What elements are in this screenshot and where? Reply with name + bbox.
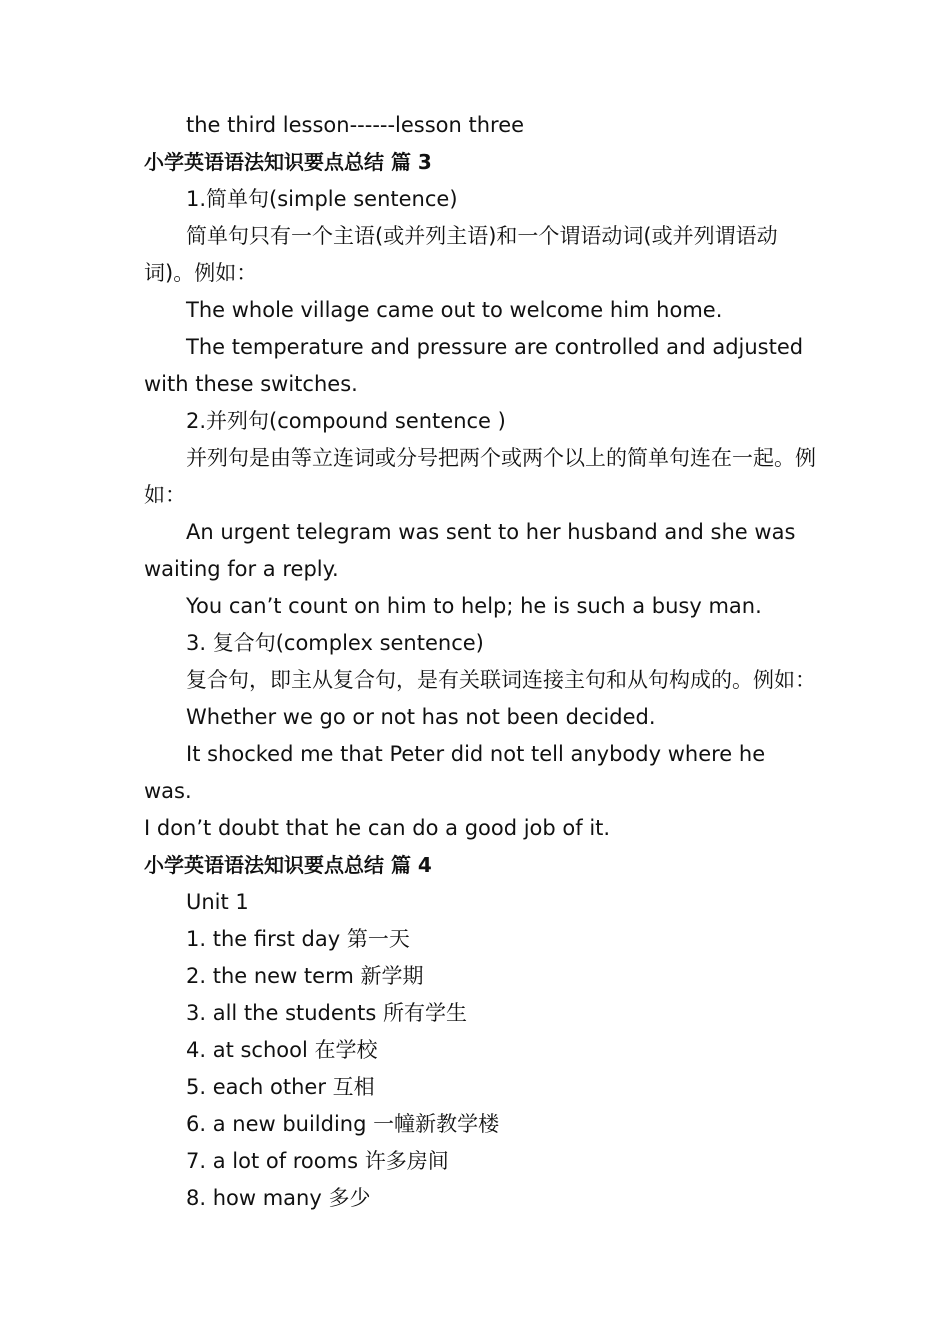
- text-line: the third lesson------lesson three: [186, 113, 525, 137]
- vocab-item: 7. a lot of rooms 许多房间: [186, 1149, 449, 1173]
- example-sentence: The whole village came out to welcome him home.: [186, 298, 723, 322]
- vocab-item: 6. a new building 一幢新教学楼: [186, 1112, 500, 1136]
- example-sentence: Whether we go or not has not been decided.: [186, 705, 656, 729]
- vocab-item: 1. the first day 第一天: [186, 927, 410, 951]
- unit-title: Unit 1: [186, 890, 249, 914]
- example-sentence: The temperature and pressure are controlled and adjusted with these switches.: [144, 335, 804, 396]
- document-page: [144, 107, 816, 1217]
- example-sentence: It shocked me that Peter did not tell anybody where he was.: [144, 742, 766, 803]
- example-sentence: An urgent telegram was sent to her husband and she was waiting for a reply.: [144, 520, 796, 581]
- subsection-title: 1.简单句(simple sentence): [186, 187, 458, 211]
- section-heading-4: 小学英语语法知识要点总结 篇 4: [144, 853, 432, 877]
- vocab-item: 2. the new term 新学期: [186, 964, 424, 988]
- paragraph: 复合句，即主从复合句，是有关联词连接主句和从句构成的。例如：: [186, 668, 816, 692]
- paragraph: 简单句只有一个主语(或并列主语)和一个谓语动词(或并列谓语动词)。例如：: [144, 224, 778, 285]
- subsection-title: 2.并列句(compound sentence ): [186, 409, 506, 433]
- paragraph: 并列句是由等立连词或分号把两个或两个以上的简单句连在一起。例如：: [144, 446, 816, 507]
- vocab-item: 5. each other 互相: [186, 1075, 375, 1099]
- vocab-item: 4. at school 在学校: [186, 1038, 378, 1062]
- subsection-title: 3. 复合句(complex sentence): [186, 631, 484, 655]
- example-sentence: You can’t count on him to help; he is such a busy man.: [186, 594, 762, 618]
- vocab-item: 3. all the students 所有学生: [186, 1001, 467, 1025]
- section-heading-3: 小学英语语法知识要点总结 篇 3: [144, 150, 432, 174]
- vocab-item: 8. how many 多少: [186, 1186, 371, 1210]
- example-sentence: I don’t doubt that he can do a good job of it.: [144, 816, 611, 840]
